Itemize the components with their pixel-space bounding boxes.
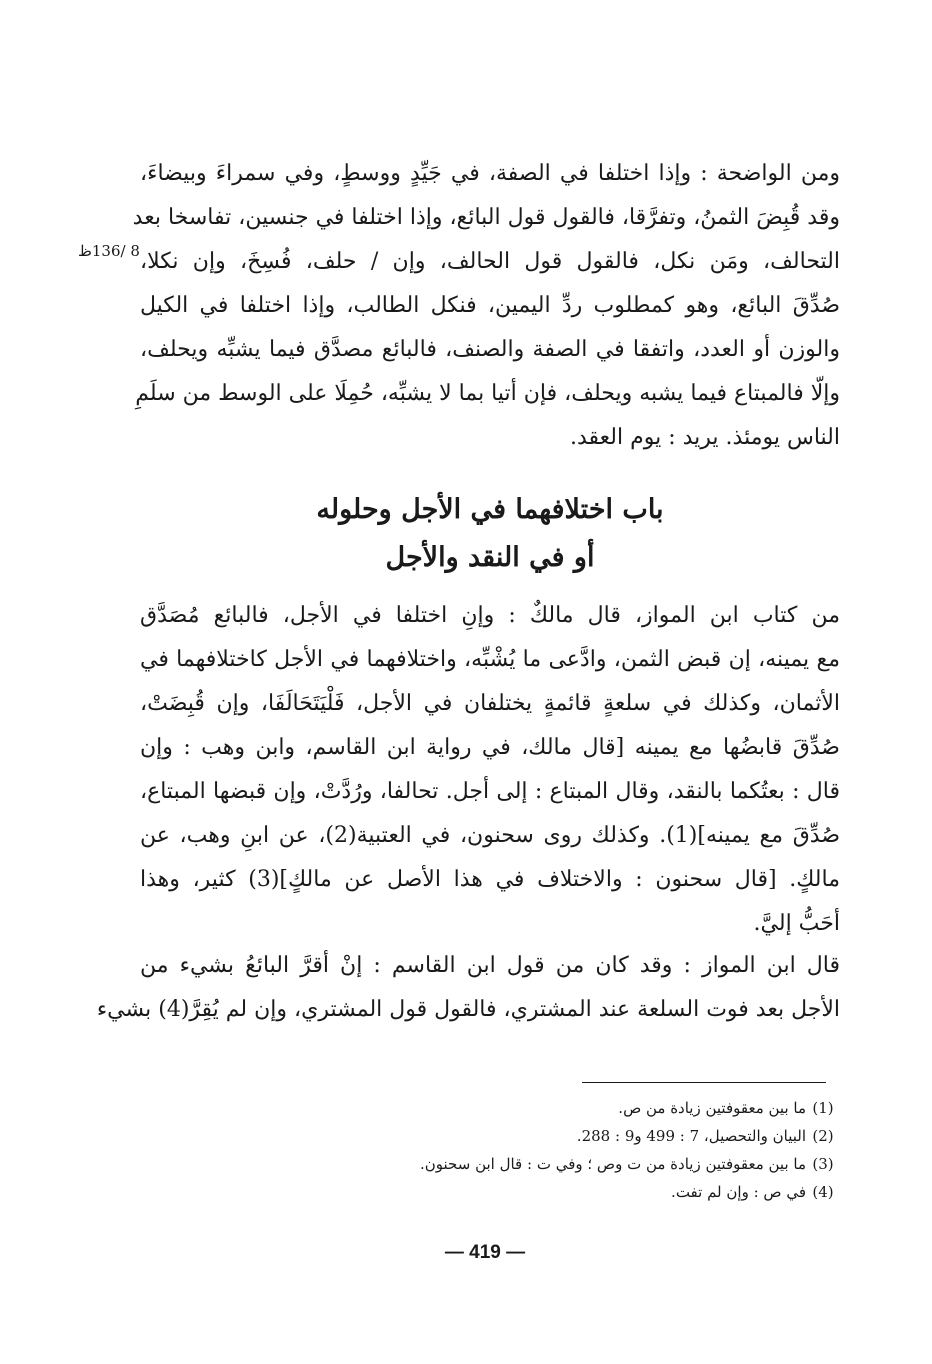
text-line: والوزن أو العدد، واتفقا في الصفة والصنف، فالبائع مصدَّق فيما يشبِّه ويحلف،	[140, 337, 840, 362]
footnote-number: (1)	[812, 1099, 834, 1117]
text-line: صُدِّقَ مع يمينه](1). وكذلك روى سحنون، في العتبية(2)، عن ابنِ وهب، عن	[140, 823, 841, 848]
text-line: الأثمان، وكذلك في سلعةٍ قائمةٍ يختلفان في الأجل، فَلْيَتَحَالَفَا، وإن قُبِضَتْ،	[140, 691, 840, 716]
text-line: من كتاب ابن المواز، قال مالكٌ : وإنِ اختلفا في الأجل، فالبائع مُصَدَّق	[140, 603, 840, 628]
paragraph-wadiha	[132, 152, 840, 460]
text-line: قال ابن المواز : وقد كان من قول ابن القاسم : إنْ أقرَّ البائعُ بشيء من	[140, 953, 840, 978]
paragraph-ibn-mawaz	[140, 594, 840, 946]
footnote	[300, 1122, 840, 1150]
footnote-text: البيان والتحصيل، 7 : 499 و9 : 288.	[576, 1127, 806, 1145]
footnote-text: ما بين معقوفتين زيادة من ص.	[618, 1099, 806, 1117]
paragraph-ibn-qasim	[96, 944, 840, 1032]
text-line: وإلّا فالمبتاع فيما يشبه ويحلف، فإن أتيا بما لا يشبِّه، حُمِلَا على الوسط من سلَمِ	[135, 381, 840, 406]
text-line: الناس يومئذ. يريد : يوم العقد.	[570, 425, 840, 450]
text-line: صُدِّقَ قابضُها مع يمينه [قال مالك، في رواية ابن القاسم، وابن وهب : وإن	[140, 735, 840, 760]
text-line: التحالف، ومَن نكل، فالقول قول الحالف، وإن / حلف، فُسِخَ، وإن نكلا،	[140, 249, 840, 274]
footnote-text: ما بين معقوفتين زيادة من ت وص ؛ وفي ت : قال ابن سحنون.	[419, 1155, 806, 1173]
footnote-number: (2)	[812, 1127, 834, 1145]
text-line: وقد قُبِضَ الثمنُ، وتفرَّقا، فالقول قول البائع، وإذا اختلفا في جنسين، تفاسخا بعد	[132, 205, 840, 230]
footnote-divider	[582, 1082, 826, 1083]
chapter-heading	[140, 486, 840, 582]
text-line: أحَبُّ إليَّ.	[753, 911, 840, 936]
heading-line: باب اختلافهما في الأجل وحلوله	[316, 494, 664, 525]
text-line: صُدِّقَ البائع، وهو كمطلوب ردِّ اليمين، فنكل الطالب، وإذا اختلفا في الكيل	[140, 293, 840, 318]
footnote	[300, 1094, 840, 1122]
page-number: — 419 —	[444, 1242, 526, 1263]
text-line: قال : بعتُكما بالنقد، وقال المبتاع : إلى أجل. تحالفا، ورُدَّتْ، وإن قبضها المبتاع،	[140, 779, 840, 804]
text-line: ومن الواضحة : وإذا اختلفا في الصفة، في جَيِّدٍ ووسطٍ، وفي سمراءَ وبيضاءَ،	[140, 161, 840, 186]
footnote-number: (3)	[812, 1155, 834, 1173]
heading-line: أو في النقد والأجل	[385, 542, 595, 573]
text-line: مالكٍ. [قال سحنون : والاختلاف في هذا الأصل عن مالكٍ](3) كثير، وهذا	[140, 867, 841, 892]
footnote-number: (4)	[812, 1183, 834, 1201]
text-line: الأجل بعد فوت السلعة عند المشتري، فالقول قول المشتري، وإن لم يُقِرَّ(4) بشيء	[96, 997, 840, 1022]
footnote	[300, 1178, 840, 1206]
footnote-text: في ص : وإن لم تفت.	[671, 1183, 806, 1201]
text-line: مع يمينه، إن قبض الثمن، وادَّعى ما يُشْبِّه، واختلافهما في الأجل كاختلافهما في	[140, 647, 840, 672]
footnotes	[300, 1094, 840, 1206]
footnote	[300, 1150, 840, 1178]
margin-folio-note: 8 /136ظ	[78, 242, 140, 260]
